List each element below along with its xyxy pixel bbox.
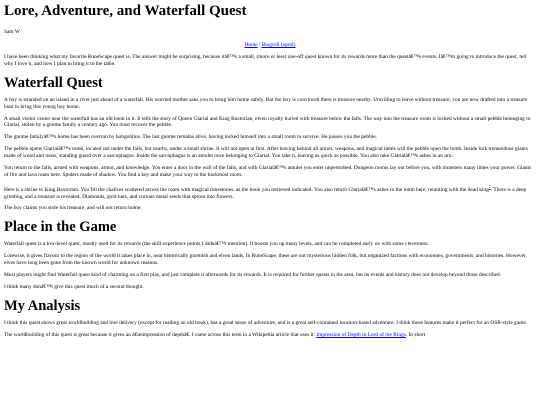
- paragraph: The boy claims you stole his treasure, and will not return home.: [4, 205, 142, 212]
- section-heading-place: Place in the Game: [4, 219, 117, 236]
- paragraph-text: . There is a deep grinding, and a treasure is revealed. Diamonds, gold bars, and curious metal seeds that sprout into flowers.: [4, 186, 527, 200]
- paragraph: Most players might find Waterfall quest kind of charming on a first play, and just complete it afterwards for its rewards. It is required for further quests in the area, but its events and history does not develop beyond those described.: [4, 272, 502, 279]
- paragraph: Lorewise, it gives flavour to the region of the world it takes place in, near historically gnomish and elven lands. In RuneScape, these are not mysterious hidden folk, but organized factions with economies, governments, and histories. However, elves have long been gone from the known world for unknown reasons.: [4, 253, 527, 267]
- section-heading-quest: Waterfall Quest: [4, 74, 103, 91]
- paragraph: Waterfall quest is a low-level quest, mostly used for its rewards (the skill experience points I didnâ€™t mention). It boosts you up many levels, and can be completed early on with some cleverness.: [4, 241, 429, 248]
- paragraph: A small visitor center near the waterfall has an old book in it. It tells the story of Queen Glarial and King Baxtorian, elven royalty buried with treasure below the falls. The way into the treasure room is locked without a small pebble belonging to Glarial, stolen by a gnome family a century ago. You must recover the pebble.: [4, 115, 531, 129]
- paragraph: [4, 332, 536, 339]
- section-heading-analysis: My Analysis: [4, 297, 81, 314]
- top-nav: [4, 42, 536, 49]
- wikipedia-link[interactable]: Impression of Depth in Lord of the Rings: [316, 331, 406, 338]
- paragraph-text: Here is a shrine to King Baxtorian. You fill the chalices scattered across the room with magical runestones, as the book you retrieved indicated. You also return Glarialâ€™s ashes to the tomb here, reuniting with the dead king: [4, 186, 489, 193]
- author: Sam W: [4, 29, 20, 35]
- nav-separator: |: [257, 41, 262, 48]
- intro-paragraph: I have been thinking what my favorite RuneScape quest is. The answer might be surprising, because itâ€™s a small, (more or less) one-off quest known for its rewards more than the questâ€™s events. Iâ€™m going to introduce the quest, tell why I love it, and how I plan to bring it to the table.: [4, 53, 527, 67]
- paragraph: [4, 184, 536, 201]
- paragraph: I think this quest shows great worldbuilding and lore delivery (except for reading an old book), has a great sense of adventure, and is a great self-contained location-based adventure. I think these features make it perfect for an OSR-style game.: [4, 319, 528, 326]
- paragraph: The pebble opens Glarialâ€™s tomb, located not under the falls, but nearby, under a small shrine. It will not open at first. After leaving behind all armor, weapons, and magical items will the pebble open the tomb. Inside lurk tremendous giants made of wood and moss, standing guard over a sarcophagus. Inside the sarcophagus is an amulet once belonging to Glarial. You take it, leaving as quick as possible. You also take Glarialâ€™s ashes in an urn.: [4, 146, 528, 160]
- paragraph: I think many donâ€™t give this quest much of a second thought.: [4, 284, 144, 291]
- footnote-link[interactable]: 1: [488, 183, 491, 189]
- home-link[interactable]: Home: [244, 41, 258, 48]
- paragraph-text: . In short: [405, 331, 426, 338]
- paragraph: The gnome familyâ€™s home has been overrun by hobgoblins. The last gnome remains alive, having locked himself into a small room to survive. He passes you the pebble.: [4, 134, 378, 141]
- page-title: Lore, Adventure, and Waterfall Quest: [4, 3, 247, 19]
- paragraph: You return to the falls, armed with weapons, armor, and knowledge. You enter a door in the wall of the falls, and with Glarialâ€™s amulet you enter unperturbed. Dungeon rooms lay out before you, with monsters many times your power. Giants of fire and lava roam here. Spiders made of shadow. You find a key and make your way to the backmost room.: [4, 165, 532, 178]
- paragraph-text: The worldbuilding of this quest is great because it gives an â€œimpression of depthâ€. I came across this term in a Wikipedia article that uses it:: [4, 331, 317, 338]
- blogroll-link[interactable]: Blogroll (opml): [261, 41, 296, 48]
- paragraph: A boy is stranded on an island in a river just ahead of a waterfall. His worried mother asks you to bring him home safely. But the boy is convinced there is treasure nearby. Unwilling to leave without treasure, you are now drafted into a treasure hunt to bring this young boy home.: [4, 96, 528, 110]
